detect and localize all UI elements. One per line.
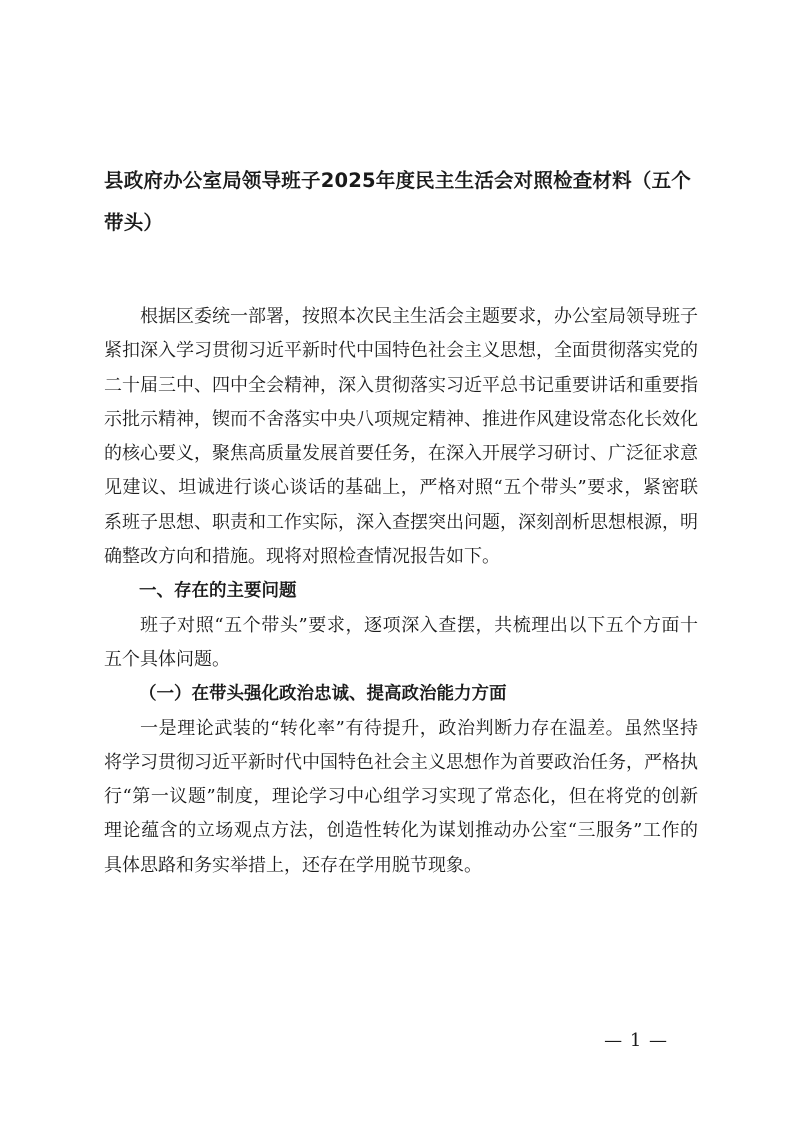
section-intro-paragraph: 班子对照“五个带头”要求，逐项深入查摆，共梳理出以下五个方面十五个具体问题。 xyxy=(104,614,698,670)
document-body xyxy=(104,300,698,883)
page-number: — 1 — xyxy=(604,1030,668,1051)
intro-paragraph: 根据区委统一部署，按照本次民主生活会主题要求，办公室局领导班子紧扣深入学习贯彻习近平新时代中国特色社会主义思想，全面贯彻落实党的二十届三中、四中全会精神，深入贯彻落实习近平总书记重要讲话和重要指示批示精神，锲而不舍落实中央八项规定精神、推进作风建设常态化长效化的核心要义，聚焦高质量发展首要任务，在深入开展学习研讨、广泛征求意见建议、坦诚进行谈心谈话的基础上，严格对照“五个带头”要求，紧密联系班子思想、职责和工作实际，深入查摆突出问题，深刻剖析思想根源，明确整改方向和措施。现将对照检查情况报告如下。 xyxy=(104,306,698,568)
document-title: 县政府办公室局领导班子2025年度民主生活会对照检查材料（五个带头） xyxy=(104,169,691,234)
point-1-paragraph: 一是理论武装的“转化率”有待提升，政治判断力存在温差。虽然坚持将学习贯彻习近平新时代中国特色社会主义思想作为首要政治任务，严格执行“第一议题”制度，理论学习中心组学习实现了常态化，但在将党的创新理论蕴含的立场观点方法，创造性转化为谋划推动办公室“三服务”工作的具体思路和务实举措上，还存在学用脱节现象。 xyxy=(104,717,698,876)
section-heading-1: 一、存在的主要问题 xyxy=(139,581,297,602)
subsection-heading-1: （一）在带头强化政治忠诚、提高政治能力方面 xyxy=(139,684,507,705)
